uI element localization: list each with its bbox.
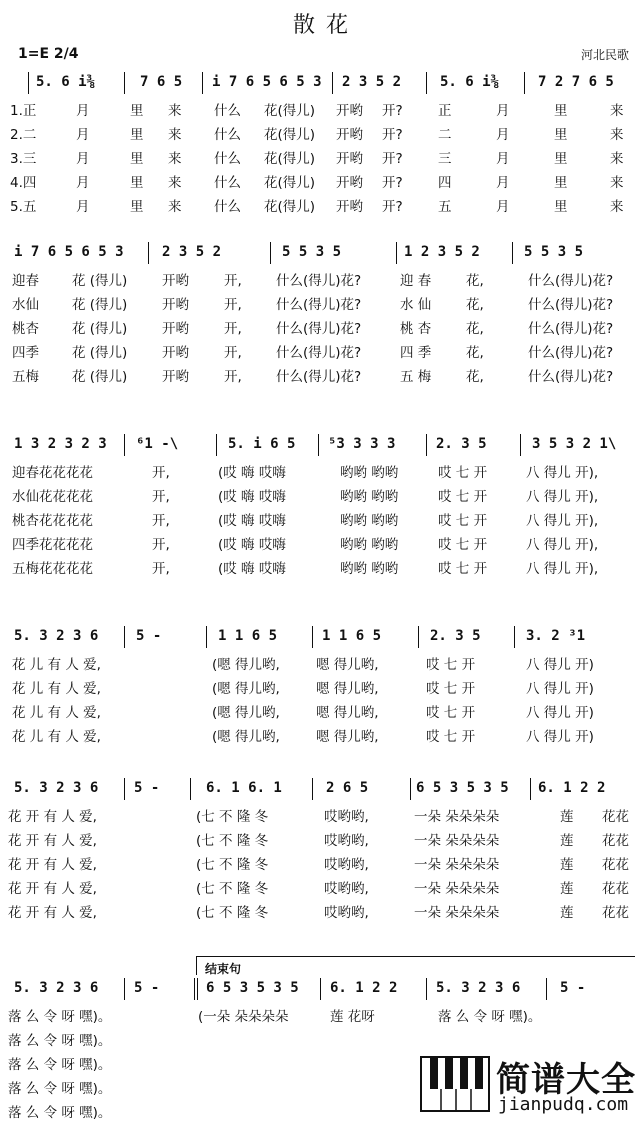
measure: 3. 2 ³1	[526, 628, 586, 644]
lyric-verse: 迎春花花花花 开, (哎 嗨 哎嗨 哟哟 哟哟 哎 七 开 八 得儿 开),	[12, 465, 599, 481]
measure: 6 5 3 5 3 5	[416, 780, 509, 796]
measure: 1 3 2 3 2 3	[14, 436, 107, 452]
lyric-verse: 落 么 令 呀 嘿)。	[8, 1057, 112, 1073]
measure: 2 3 5 2	[162, 244, 222, 260]
lyric-verse: 1.正 月 里 来 什么 花(得儿) 开哟 开? 正 月 里 来	[10, 103, 624, 119]
measure: i 7 6 5 6 5 3	[14, 244, 124, 260]
lyric-verse: 桃杏 花 (得儿) 开哟 开, 什么(得儿)花? 桃 杏 花, 什么(得儿)花?	[12, 321, 614, 337]
lyric-verse: 花 儿 有 人 爱, (嗯 得儿哟, 嗯 得儿哟, 哎 七 开 八 得儿 开)	[12, 657, 594, 673]
score-system-5	[6, 776, 637, 922]
lyric-verse: 花 开 有 人 爱, (七 不 隆 冬 哎哟哟, 一朵 朵朵朵朵 莲 花花	[8, 833, 629, 849]
lyric-verse: 落 么 令 呀 嘿)。	[8, 1105, 112, 1121]
measure: 3 5 3 2 1\	[532, 436, 617, 452]
lyric-verse: 花 儿 有 人 爱, (嗯 得儿哟, 嗯 得儿哟, 哎 七 开 八 得儿 开)	[12, 729, 594, 745]
lyrics-block	[6, 802, 637, 922]
notation-row	[6, 432, 637, 458]
song-title: 散 花	[293, 13, 350, 38]
measure: 5 -	[134, 980, 160, 996]
notation-row	[6, 976, 637, 1002]
lyric-verse: 落 么 令 呀 嘿)。	[8, 1033, 112, 1049]
measure: 5 5 3 5	[282, 244, 342, 260]
measure: 5. 3 2 3 6	[436, 980, 521, 996]
measure: 6 5 3 5 3 5	[206, 980, 299, 996]
lyric-verse: 迎春 花 (得儿) 开哟 开, 什么(得儿)花? 迎 春 花, 什么(得儿)花?	[12, 273, 614, 289]
ending-label: 结束句	[205, 962, 242, 976]
measure: 2. 3 5	[430, 628, 481, 644]
measure: 6. 1 6. 1	[206, 780, 282, 796]
notation-row	[6, 624, 637, 650]
score-system-3	[6, 432, 637, 578]
measure: 5 -	[560, 980, 586, 996]
score-system-1	[6, 70, 637, 216]
lyric-verse: 花 开 有 人 爱, (七 不 隆 冬 哎哟哟, 一朵 朵朵朵朵 莲 花花	[8, 809, 629, 825]
score-system-4	[6, 624, 637, 746]
score-system-2	[6, 240, 637, 386]
lyric-verse: 3.三 月 里 来 什么 花(得儿) 开哟 开? 三 月 里 来	[10, 151, 624, 167]
watermark-url: jianpudq.com	[498, 1094, 629, 1115]
measure: 7 6 5	[140, 74, 183, 90]
lyric-verse: 水仙 花 (得儿) 开哟 开, 什么(得儿)花? 水 仙 花, 什么(得儿)花?	[12, 297, 614, 313]
measure: 1 1 6 5	[322, 628, 382, 644]
measure: 6. 1 2 2	[538, 780, 606, 796]
measure: ⁵3 3 3 3	[328, 436, 396, 452]
notation-row	[6, 776, 637, 802]
watermark-logo	[420, 1050, 642, 1122]
measure: 6. 1 2 2	[330, 980, 398, 996]
lyric-verse: 五梅 花 (得儿) 开哟 开, 什么(得儿)花? 五 梅 花, 什么(得儿)花?	[12, 369, 614, 385]
notation-row	[6, 240, 637, 266]
measure: 5 5 3 5	[524, 244, 584, 260]
notation-row	[6, 70, 637, 96]
measure: 2. 3 5	[436, 436, 487, 452]
lyric-verse: 花 儿 有 人 爱, (嗯 得儿哟, 嗯 得儿哟, 哎 七 开 八 得儿 开)	[12, 705, 594, 721]
ending-bracket	[196, 956, 635, 975]
measure: 5. 3 2 3 6	[14, 980, 99, 996]
watermark-brand: 简谱大全	[496, 1060, 636, 1100]
measure: 5. i 6 5	[228, 436, 296, 452]
lyric-verse: 四季花花花花 开, (哎 嗨 哎嗨 哟哟 哟哟 哎 七 开 八 得儿 开),	[12, 537, 599, 553]
lyric-verse: 落 么 令 呀 嘿)。	[8, 1081, 112, 1097]
lyrics-block	[6, 266, 637, 386]
lyric-verse: 桃杏花花花花 开, (哎 嗨 哎嗨 哟哟 哟哟 哎 七 开 八 得儿 开),	[12, 513, 599, 529]
measure: 1 2 3 5 2	[404, 244, 480, 260]
measure: 7 2 7 6 5	[538, 74, 614, 90]
measure: 2 6 5	[326, 780, 369, 796]
lyric-verse: 五梅花花花花 开, (哎 嗨 哎嗨 哟哟 哟哟 哎 七 开 八 得儿 开),	[12, 561, 599, 577]
lyric-verse: 花 儿 有 人 爱, (嗯 得儿哟, 嗯 得儿哟, 哎 七 开 八 得儿 开)	[12, 681, 594, 697]
measure: ⁶1 -\	[136, 436, 179, 452]
lyric-verse: 2.二 月 里 来 什么 花(得儿) 开哟 开? 二 月 里 来	[10, 127, 624, 143]
measure: 5. 6 i⅜	[36, 74, 96, 90]
key-signature: 1=E 2/4	[18, 46, 79, 62]
measure: 5 -	[134, 780, 160, 796]
lyric-verse: 落 么 令 呀 嘿)。 (一朵 朵朵朵朵 莲 花呀 落 么 令 呀 嘿)。	[8, 1009, 542, 1025]
piano-keys-icon	[420, 1056, 490, 1112]
lyric-verse: 四季 花 (得儿) 开哟 开, 什么(得儿)花? 四 季 花, 什么(得儿)花?	[12, 345, 614, 361]
measure: 5. 6 i⅜	[440, 74, 500, 90]
measure: 5 -	[136, 628, 162, 644]
lyrics-block	[6, 96, 637, 216]
measure: 5. 3 2 3 6	[14, 628, 99, 644]
measure: 1 1 6 5	[218, 628, 278, 644]
lyric-verse: 4.四 月 里 来 什么 花(得儿) 开哟 开? 四 月 里 来	[10, 175, 624, 191]
measure: 5. 3 2 3 6	[14, 780, 99, 796]
lyric-verse: 花 开 有 人 爱, (七 不 隆 冬 哎哟哟, 一朵 朵朵朵朵 莲 花花	[8, 905, 629, 921]
song-origin: 河北民歌	[580, 48, 629, 62]
measure: i 7 6 5 6 5 3	[212, 74, 322, 90]
lyric-verse: 5.五 月 里 来 什么 花(得儿) 开哟 开? 五 月 里 来	[10, 199, 624, 215]
lyrics-block	[6, 458, 637, 578]
lyric-verse: 花 开 有 人 爱, (七 不 隆 冬 哎哟哟, 一朵 朵朵朵朵 莲 花花	[8, 881, 629, 897]
lyric-verse: 花 开 有 人 爱, (七 不 隆 冬 哎哟哟, 一朵 朵朵朵朵 莲 花花	[8, 857, 629, 873]
measure: 2 3 5 2	[342, 74, 402, 90]
lyrics-block	[6, 650, 637, 746]
lyric-verse: 水仙花花花花 开, (哎 嗨 哎嗨 哟哟 哟哟 哎 七 开 八 得儿 开),	[12, 489, 599, 505]
